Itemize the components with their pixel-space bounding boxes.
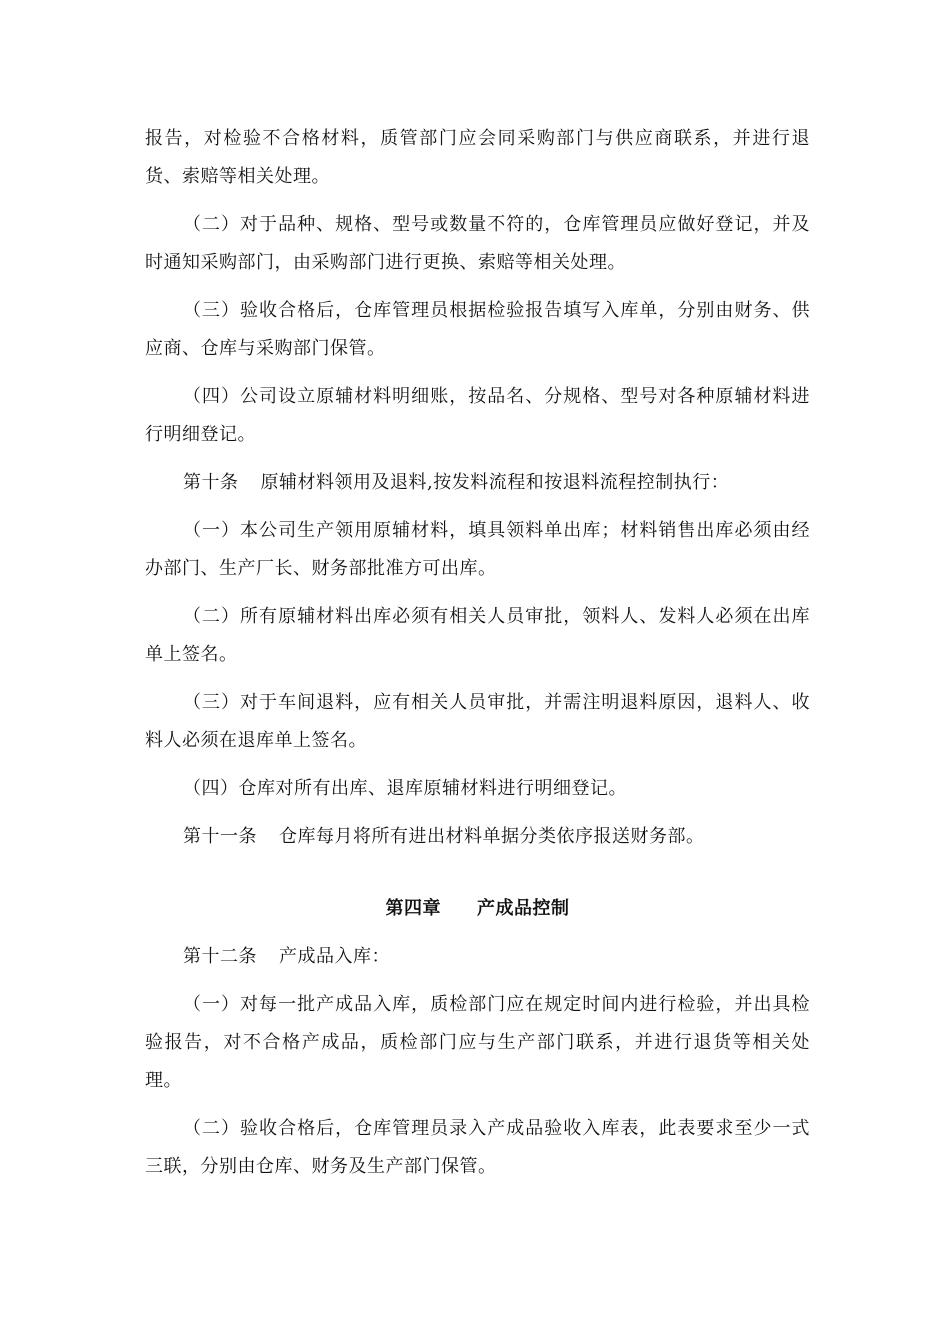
document-body bbox=[145, 120, 810, 1196]
paragraph-item-3: （三）验收合格后，仓库管理员根据检验报告填写入库单，分别由财务、供应商、仓库与采购部门保管。 bbox=[145, 300, 810, 359]
paragraph-continuation: 报告，对检验不合格材料，质管部门应会同采购部门与供应商联系，并进行退货、索赔等相关处理。 bbox=[145, 128, 810, 187]
article-11 bbox=[145, 818, 810, 856]
article-10-item-3: （三）对于车间退料，应有相关人员审批，并需注明退料原因，退料人、收料人必须在退库单上签名。 bbox=[145, 692, 810, 751]
article-10-number: 第十条 bbox=[183, 472, 239, 493]
article-10 bbox=[145, 464, 810, 502]
chapter-number: 第四章 bbox=[385, 898, 441, 919]
article-11-number: 第十一条 bbox=[183, 826, 257, 847]
chapter-heading bbox=[145, 890, 810, 928]
article-12-item-1: （一）对每一批产成品入库，质检部门应在规定时间内进行检验，并出具检验报告，对不合格产成品，质检部门应与生产部门联系，并进行退货等相关处理。 bbox=[145, 994, 810, 1091]
paragraph-item-2: （二）对于品种、规格、型号或数量不符的，仓库管理员应做好登记，并及时通知采购部门，由采购部门进行更换、索赔等相关处理。 bbox=[145, 214, 810, 273]
article-10-item-2: （二）所有原辅材料出库必须有相关人员审批，领料人、发料人必须在出库单上签名。 bbox=[145, 606, 810, 665]
article-12-number: 第十二条 bbox=[183, 946, 257, 967]
chapter-title: 产成品控制 bbox=[477, 898, 570, 919]
article-10-item-1: （一）本公司生产领用原辅材料，填具领料单出库；材料销售出库必须由经办部门、生产厂长、财务部批准方可出库。 bbox=[145, 520, 810, 579]
paragraph-item-4: （四）公司设立原辅材料明细账，按品名、分规格、型号对各种原辅材料进行明细登记。 bbox=[145, 386, 810, 445]
article-10-text: 原辅材料领用及退料,按发料流程和按退料流程控制执行： bbox=[260, 472, 730, 493]
article-12-text: 产成品入库： bbox=[279, 946, 390, 967]
article-10-item-4: （四）仓库对所有出库、退库原辅材料进行明细登记。 bbox=[183, 778, 627, 799]
article-12 bbox=[145, 938, 810, 976]
article-11-text: 仓库每月将所有进出材料单据分类依序报送财务部。 bbox=[279, 826, 705, 847]
article-12-item-2: （二）验收合格后，仓库管理员录入产成品验收入库表，此表要求至少一式三联，分别由仓库、财务及生产部门保管。 bbox=[145, 1118, 810, 1177]
